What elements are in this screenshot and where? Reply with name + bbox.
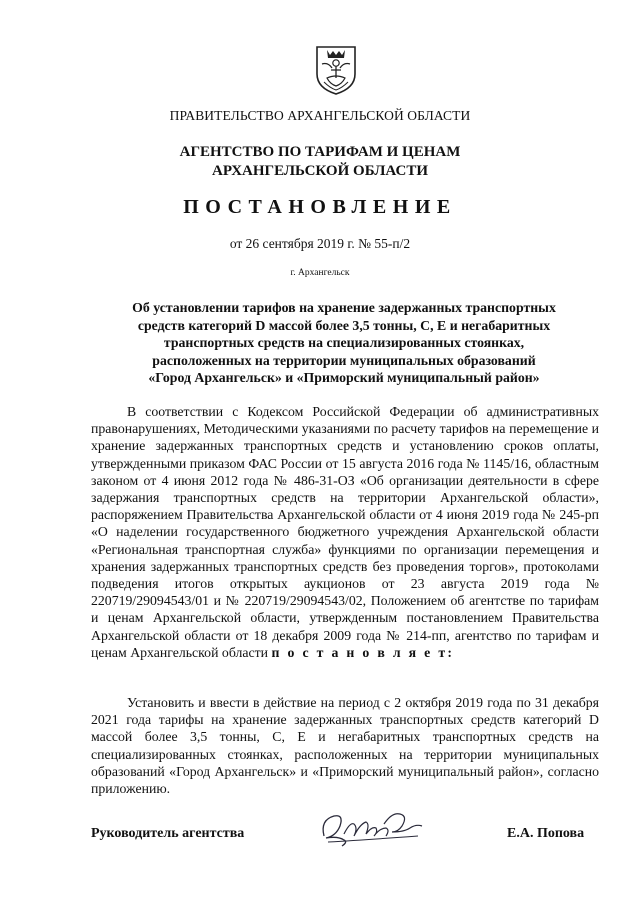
subject-line: «Город Архангельск» и «Приморский муниципальный район» (148, 370, 540, 385)
date-and-number: от 26 сентября 2019 г. № 55-п/2 (229, 236, 411, 251)
coat-of-arms-icon (314, 44, 358, 96)
body-text: В соответствии с Кодексом Российской Федерации об административных правонарушениях, Методическими указаниями по расчету тарифов на перемещение и хранение задержанных транспортных средств и установлению сроков оплаты, утвержденными приказом ФАС России от 15 августа 2016 года № 1145/16, областным законом от 4 июня 2012 года № 486-31-ОЗ «Об организации деятельности в сфере задержания транспортных средств на территории Архангельской области», распоряжением Правительства Архангельской области от 4 июня 2019 года № 245-рп «О наделении государственного бюджетного учреждения Архангельской области «Региональная транспортная служба» функциями по организации перемещения и хранения задержанных транспортных средств без проведения торгов», протоколами подведения итогов открытых аукционов от 23 августа 2019 года № 220719/29094543/01 и № 220719/29094543/02, Положением об агентстве по тарифам и ценам Архангельской области, утвержденным постановлением Правительства Архангельской области от 18 декабря 2009 года № 214-пп, агентство по тарифам и ценам Архангельской области (91, 404, 599, 660)
city: г. Архангельск (290, 268, 350, 278)
agency-name-line1: АГЕНТСТВО ПО ТАРИФАМ И ЦЕНАМ (179, 144, 461, 160)
document-subject (96, 299, 592, 387)
agency-name-line2: АРХАНГЕЛЬСКОЙ ОБЛАСТИ (212, 163, 428, 179)
government-name: ПРАВИТЕЛЬСТВО АРХАНГЕЛЬСКОЙ ОБЛАСТИ (169, 108, 471, 123)
subject-line: транспортных средств на специализированных стоянках, (163, 335, 525, 350)
subject-line: средств категорий D массой более 3,5 тонны, C, E и негабаритных (137, 317, 551, 333)
document-type: ПОСТАНОВЛЕНИЕ (183, 196, 457, 218)
subject-line: расположенных на территории муниципальных образований (152, 352, 536, 368)
signatory-position: Руководитель агентства (91, 826, 245, 841)
body-paragraph-1 (91, 403, 599, 661)
agency-name (0, 143, 640, 181)
body-paragraph-2 (91, 694, 599, 797)
handwritten-signature (314, 806, 426, 852)
body-text: Установить и ввести в действие на период с 2 октября 2019 года по 31 декабря 2021 года тарифы на хранение задержанных транспортных средств категорий D массой более 3,5 тонны, C, E и негабаритных транспортных средств на специализированных стоянках, расположенных на территории муниципальных образований «Город Архангельск» и «Приморский муниципальный район», согласно приложению. (91, 695, 599, 797)
subject-line: Об установлении тарифов на хранение задержанных транспортных (132, 300, 556, 315)
resolves-word: п о с т а н о в л я е т: (271, 644, 455, 660)
signatory-name: Е.А. Попова (507, 826, 585, 841)
